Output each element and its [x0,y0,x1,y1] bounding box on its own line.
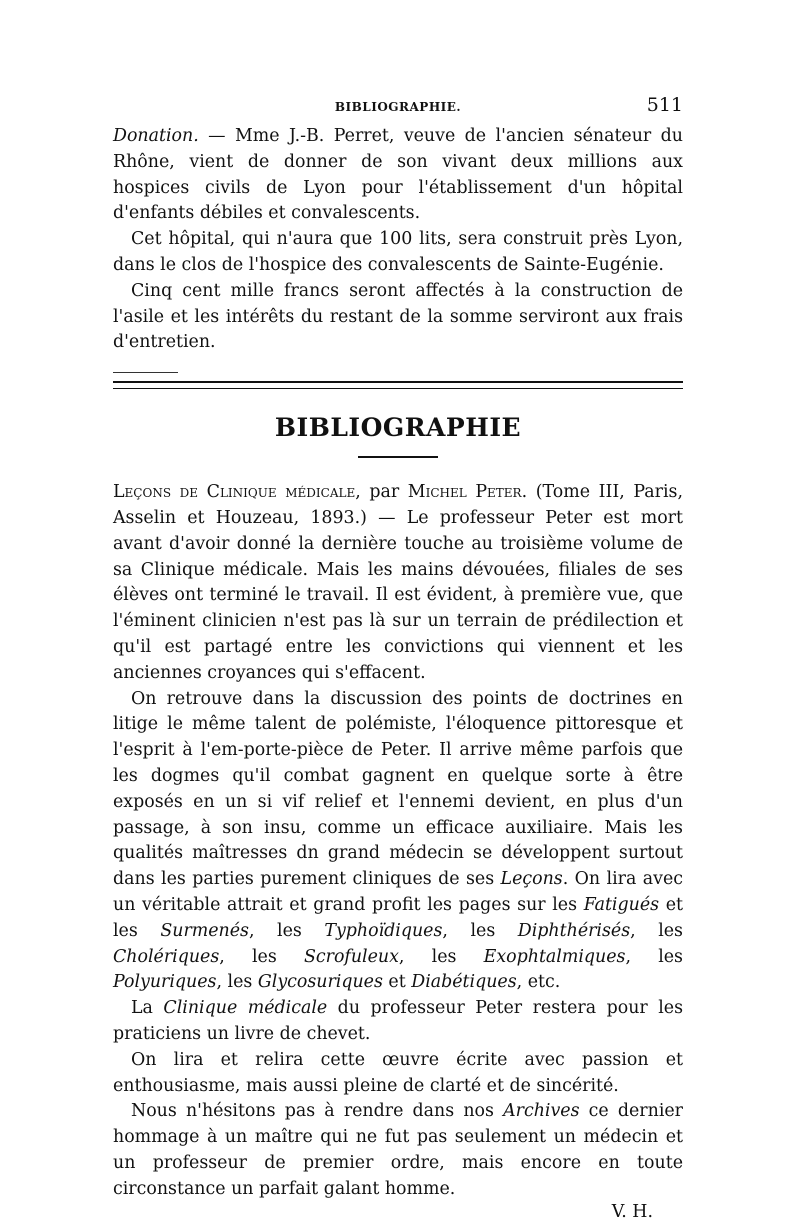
page [113,92,683,1222]
review-paragraph-2: On retrouve dans la discussion des points de doctrines en litige le même talent de polémiste, l'éloquence pittoresque et l'esprit à l'em-porte-pièce de Peter. Il arrive même parfois que les dogmes qu'il combat gagnent en quelque sorte à être exposés en un si vif relief et l'ennemi devient, en plus d'un passage, à son insu, comme un efficace auxiliaire. Mais les qualités maîtresses dn grand médecin se développent surtout dans les parties purement cliniques de ses Leçons. On lira avec un véritable attrait et grand profit les pages sur les Fatigués et les Surmenés, les Typhoïdiques, les Diphthérisés, les Cholériques, les Scrofuleux, les Exophtalmiques, les Polyuriques, les Glycosuriques et Diabétiques, etc. [113,688,683,993]
book-title: Leçons de Clinique médicale [113,482,356,503]
review-paragraph-3: La Clinique médicale du professeur Peter restera pour les praticiens un livre de chevet. [113,998,683,1044]
donation-paragraph-2: Cet hôpital, qui n'aura que 100 lits, sera construit près Lyon, dans le clos de l'hospice des convalescents de Sainte-Eugénie. [113,229,683,275]
donation-paragraph-3: Cinq cent mille francs seront affectés à la construction de l'asile et les intérêts du restant de la somme serviront aux frais d'entretien. [113,280,683,353]
double-rule-bottom [113,388,683,389]
donation-paragraph-1 [113,124,683,227]
short-rule [113,372,178,373]
section-divider [113,372,683,389]
section-title: BIBLIOGRAPHIE [274,413,522,443]
review-paragraph-1: Leçons de Clinique médicale, par Michel Peter. (Tome III, Paris, Asselin et Houzeau, 1893.) — Le professeur Peter est mort avant d'avoir donné la dernière touche au troisième volume de sa Clinique médicale. Mais les mains dévouées, filiales de ses élèves ont terminé le travail. Il est évident, à première vue, que l'éminent clinicien n'est pas là sur un terrain de prédilection et qu'il est partagé entre les convictions qui viennent et les anciennes croyances qui s'effacent. [113,482,683,683]
book-review [113,480,683,1222]
page-number: 511 [646,94,683,116]
running-head [113,92,683,124]
running-title: BIBLIOGRAPHIE. [334,100,462,114]
review-paragraph-5: Nous n'hésitons pas à rendre dans nos Archives ce dernier hommage à un maître qui ne fut pas seulement un médecin et un professeur de premier ordre, mais encore en toute circonstance un parfait galant homme. [113,1101,683,1199]
donation-label: Donation. [113,126,199,146]
donation-text-1: — Mme J.-B. Perret, veuve de l'ancien sénateur du Rhône, vient de donner de son vivant deux millions aux hospices civils de Lyon pour l'établissement d'un hôpital d'enfants débiles et convalescents. [113,126,683,224]
title-underline [358,456,438,458]
book-author: Michel Peter [407,482,522,503]
review-paragraph-4: On lira et relira cette œuvre écrite avec passion et enthousiasme, mais aussi pleine de clarté et de sincérité. [113,1049,683,1096]
donation-notice [113,124,683,356]
double-rule-top [113,381,683,383]
reviewer-signature: V. H. [611,1202,653,1222]
